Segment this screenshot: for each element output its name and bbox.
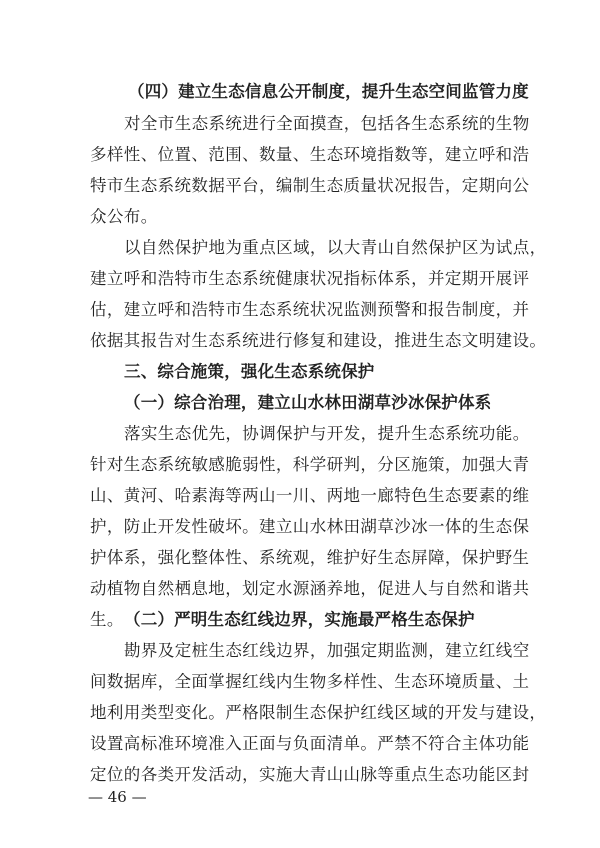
section-heading-1: （一）综合治理，建立山水林田湖草沙冰保护体系 <box>124 393 492 412</box>
paragraph-line: 动植物自然栖息地，划定水源涵养地，促进人与自然和谐共 <box>90 579 530 598</box>
paragraph-line: 山、黄河、哈素海等两山一川、两地一廊特色生态要素的维 <box>90 486 530 505</box>
part-heading-3: 三、综合施策，强化生态系统保护 <box>124 362 375 381</box>
paragraph-line: 生。 <box>90 610 124 629</box>
paragraph-line: 间数据库，全面掌握红线内生物多样性、生态环境质量、土 <box>90 672 530 691</box>
paragraph-line: 设置高标准环境准入正面与负面清单。严禁不符合主体功能 <box>90 734 530 753</box>
paragraph-line: 护，防止开发性破坏。建立山水林田湖草沙冰一体的生态保 <box>90 517 530 536</box>
paragraph-line: 落实生态优先，协调保护与开发，提升生态系统功能。 <box>124 424 530 443</box>
paragraph-line: 地利用类型变化。严格限制生态保护红线区域的开发与建设， <box>90 703 547 722</box>
section-heading-4: （四）建立生态信息公开制度，提升生态空间监管力度 <box>128 82 529 101</box>
page-number: — 46 — <box>88 788 147 806</box>
paragraph-line: 勘界及定桩生态红线边界，加强定期监测，建立红线空 <box>124 641 530 660</box>
paragraph-line: 众公布。 <box>90 207 158 226</box>
paragraph-line: 对全市生态系统进行全面摸查，包括各生态系统的生物 <box>124 114 530 133</box>
paragraph-line: 以自然保护地为重点区域，以大青山自然保护区为试点， <box>124 238 547 257</box>
paragraph-line: 估，建立呼和浩特市生态系统状况监测预警和报告制度，并 <box>90 300 530 319</box>
paragraph-line: 护体系，强化整体性、系统观，维护好生态屏障，保护野生 <box>90 548 530 567</box>
section-heading-2: （二）严明生态红线边界，实施最严格生态保护 <box>124 610 475 629</box>
paragraph-line: 建立呼和浩特市生态系统健康状况指标体系，并定期开展评 <box>90 269 530 288</box>
paragraph-line: 依据其报告对生态系统进行修复和建设，推进生态文明建设。 <box>90 331 547 350</box>
paragraph-line: 特市生态系统数据平台，编制生态质量状况报告，定期向公 <box>90 176 530 195</box>
paragraph-line: 多样性、位置、范围、数量、生态环境指数等，建立呼和浩 <box>90 145 530 164</box>
paragraph-line: 定位的各类开发活动，实施大青山山脉等重点生态功能区封 <box>90 765 530 784</box>
paragraph-line: 针对生态系统敏感脆弱性，科学研判，分区施策，加强大青 <box>90 455 530 474</box>
